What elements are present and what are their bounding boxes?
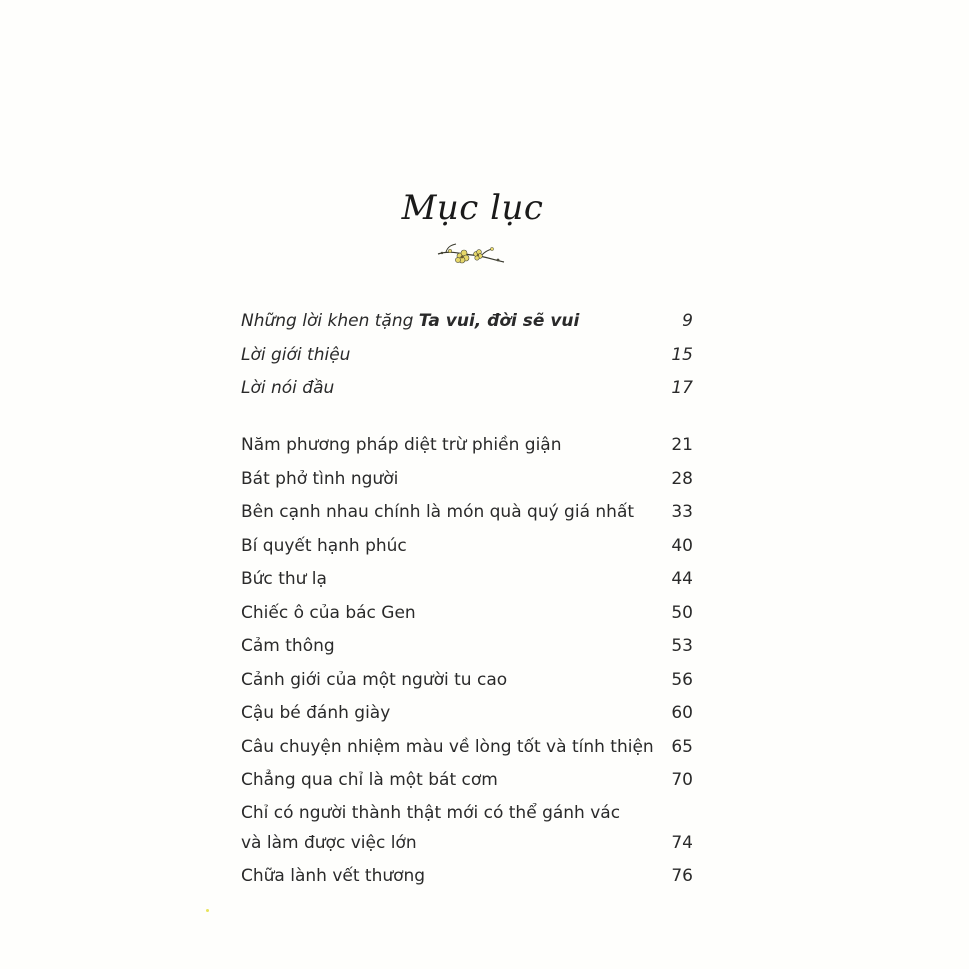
toc-page-number: 70 [671, 770, 693, 790]
toc-entry[interactable] [241, 697, 693, 731]
toc-entry-label-plain: Những lời khen tặng [241, 311, 419, 331]
toc-entry-label: Bí quyết hạnh phúc [241, 535, 407, 556]
toc-entry-label: Năm phương pháp diệt trừ phiền giận [241, 435, 562, 455]
toc-entry-label: Chẳng qua chỉ là một bát cơm [241, 770, 498, 790]
toc-entry[interactable] [241, 764, 693, 798]
toc-entry-label: Chiếc ô của bác Gen [241, 602, 416, 623]
page-title: Mục lục [401, 188, 544, 228]
toc-page-number: 56 [671, 669, 693, 690]
toc-entry-label-bold: Ta vui, đời sẽ vui [418, 311, 580, 331]
chapter-list [241, 429, 693, 893]
toc-page-number: 28 [671, 468, 693, 489]
toc-entry[interactable] [241, 305, 693, 339]
toc-entry[interactable] [241, 630, 693, 664]
toc-page-number: 50 [671, 602, 693, 623]
toc-entry[interactable] [241, 339, 693, 373]
front-matter-list [241, 305, 693, 406]
toc-entry[interactable] [241, 664, 693, 698]
toc-page-number: 21 [671, 435, 693, 455]
toc-entry-label: Lời giới thiệu [241, 344, 351, 365]
toc-entry[interactable] [241, 429, 693, 463]
toc-entry-label: Chỉ có người thành thật mới có thể gánh vác và làm được việc lớn [241, 802, 621, 853]
toc-entry[interactable] [241, 798, 693, 860]
toc-page-number: 17 [671, 378, 693, 398]
toc-page-number: 65 [671, 736, 693, 757]
toc-page-number: 76 [671, 865, 693, 886]
toc-entry[interactable] [241, 530, 693, 564]
toc-entry-label: Chữa lành vết thương [241, 865, 426, 886]
toc-page-number: 9 [682, 311, 693, 331]
toc-entry[interactable] [241, 496, 693, 530]
toc-entry-label: Bát phở tình người [241, 468, 399, 489]
toc-entry-label: Cảm thông [241, 636, 335, 656]
toc-entry-label: Lời nói đầu [241, 378, 335, 398]
toc-entry-label: Bên cạnh nhau chính là món quà quý giá nhất [241, 502, 635, 522]
toc-entry[interactable] [241, 463, 693, 497]
toc-entry[interactable] [241, 731, 693, 765]
toc-entry[interactable] [241, 860, 693, 894]
toc-page-number: 40 [671, 535, 693, 556]
toc-entry-label: Câu chuyện nhiệm màu về lòng tốt và tính thiện [241, 736, 654, 757]
print-speck [206, 909, 209, 912]
toc-entry-label: Bức thư lạ [241, 569, 327, 589]
toc-entry[interactable] [241, 597, 693, 631]
toc-page-number: 53 [671, 636, 693, 656]
toc-entry-label: Cảnh giới của một người tu cao [241, 669, 508, 690]
toc-entry-label: Cậu bé đánh giày [241, 703, 391, 723]
flower-branch-icon [436, 240, 506, 268]
toc-entry-label [241, 305, 579, 339]
toc-page-number: 60 [671, 703, 693, 723]
toc-page-number: 44 [671, 569, 693, 589]
toc-page-number: 74 [671, 832, 693, 853]
toc-page-number: 33 [671, 502, 693, 522]
toc-entry[interactable] [241, 372, 693, 406]
toc-entry[interactable] [241, 563, 693, 597]
toc-page-number: 15 [671, 344, 693, 365]
